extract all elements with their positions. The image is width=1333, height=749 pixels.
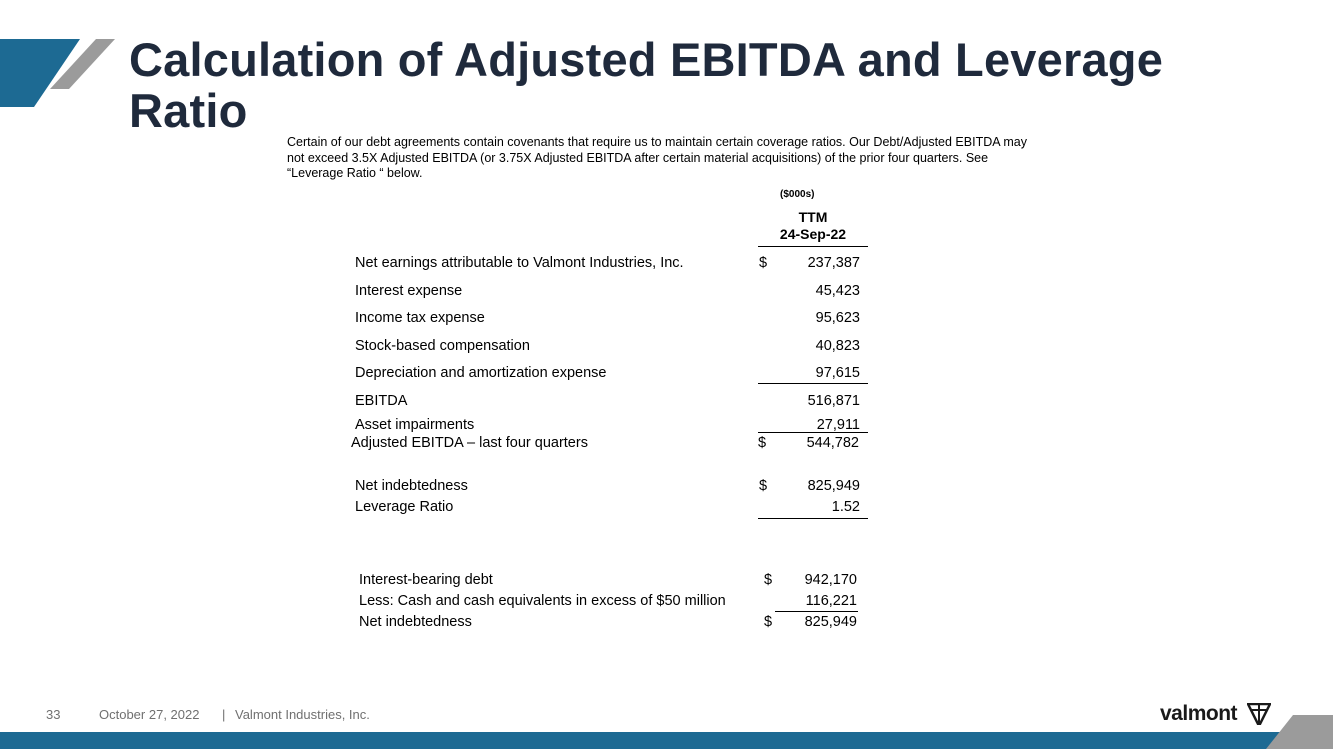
row-value: 40,823 xyxy=(815,338,860,354)
row-label: Income tax expense xyxy=(355,310,485,326)
row-value: 237,387 xyxy=(807,255,860,271)
row-label: Leverage Ratio xyxy=(355,499,454,515)
total-rule xyxy=(758,518,868,519)
row-label: Net earnings attributable to Valmont Industries, Inc. xyxy=(355,255,684,271)
row-currency: $ xyxy=(758,435,767,451)
row-label: Asset impairments xyxy=(355,417,475,433)
row-label: Stock-based compensation xyxy=(355,338,530,354)
page-number: 33 xyxy=(46,707,61,722)
row-currency: $ xyxy=(764,572,773,588)
row-label: Net indebtedness xyxy=(359,614,472,630)
slide-title: Calculation of Adjusted EBITDA and Leverage Ratio xyxy=(129,33,1164,137)
row-value: 45,423 xyxy=(815,283,860,299)
row-label: Less: Cash and cash equivalents in excess of $50 million xyxy=(359,593,726,609)
valmont-logo: valmont xyxy=(1160,702,1238,725)
footer-date: October 27, 2022 xyxy=(99,707,200,722)
row-label: EBITDA xyxy=(355,393,408,409)
column-header-rule xyxy=(758,246,868,247)
row-value: 1.52 xyxy=(831,499,860,515)
row-value: 516,871 xyxy=(807,393,860,409)
intro-paragraph: Certain of our debt agreements contain covenants that require us to maintain certain coverage ratios. Our Debt/Adjusted EBITDA may not exceed 3.5X Adjusted EBITDA (or 3.75X Adjusted EBITDA after certain material acquisitions) of the prior four quarters. See “Leverage Ratio “ below. xyxy=(287,135,1027,180)
header-stripes-decoration xyxy=(0,39,115,107)
valmont-logo-icon xyxy=(1247,703,1271,725)
row-value: 27,911 xyxy=(816,417,860,433)
row-currency: $ xyxy=(764,614,773,630)
row-label: Adjusted EBITDA – last four quarters xyxy=(351,435,588,451)
row-value: 95,623 xyxy=(815,310,860,326)
row-value: 825,949 xyxy=(804,614,857,630)
subtotal-rule xyxy=(758,432,868,433)
subtotal-rule xyxy=(758,383,868,384)
footer-separator: | xyxy=(222,707,226,722)
row-value: 116,221 xyxy=(805,593,857,609)
footer-company: Valmont Industries, Inc. xyxy=(235,707,370,722)
subtotal-rule xyxy=(775,611,858,612)
column-header-period: TTM xyxy=(798,209,828,225)
row-label: Interest-bearing debt xyxy=(359,572,493,588)
row-value: 825,949 xyxy=(807,478,860,494)
row-label: Depreciation and amortization expense xyxy=(355,365,607,381)
row-label: Net indebtedness xyxy=(355,478,468,494)
footer-bar-decoration xyxy=(0,715,1333,749)
row-value: 97,615 xyxy=(815,365,860,381)
units-label: ($000s) xyxy=(780,189,815,200)
row-currency: $ xyxy=(759,255,768,271)
row-label: Interest expense xyxy=(355,283,463,299)
row-value: 942,170 xyxy=(804,572,857,588)
row-currency: $ xyxy=(759,478,768,494)
row-value: 544,782 xyxy=(806,435,859,451)
column-header xyxy=(758,209,868,243)
column-header-date: 24-Sep-22 xyxy=(779,226,847,242)
